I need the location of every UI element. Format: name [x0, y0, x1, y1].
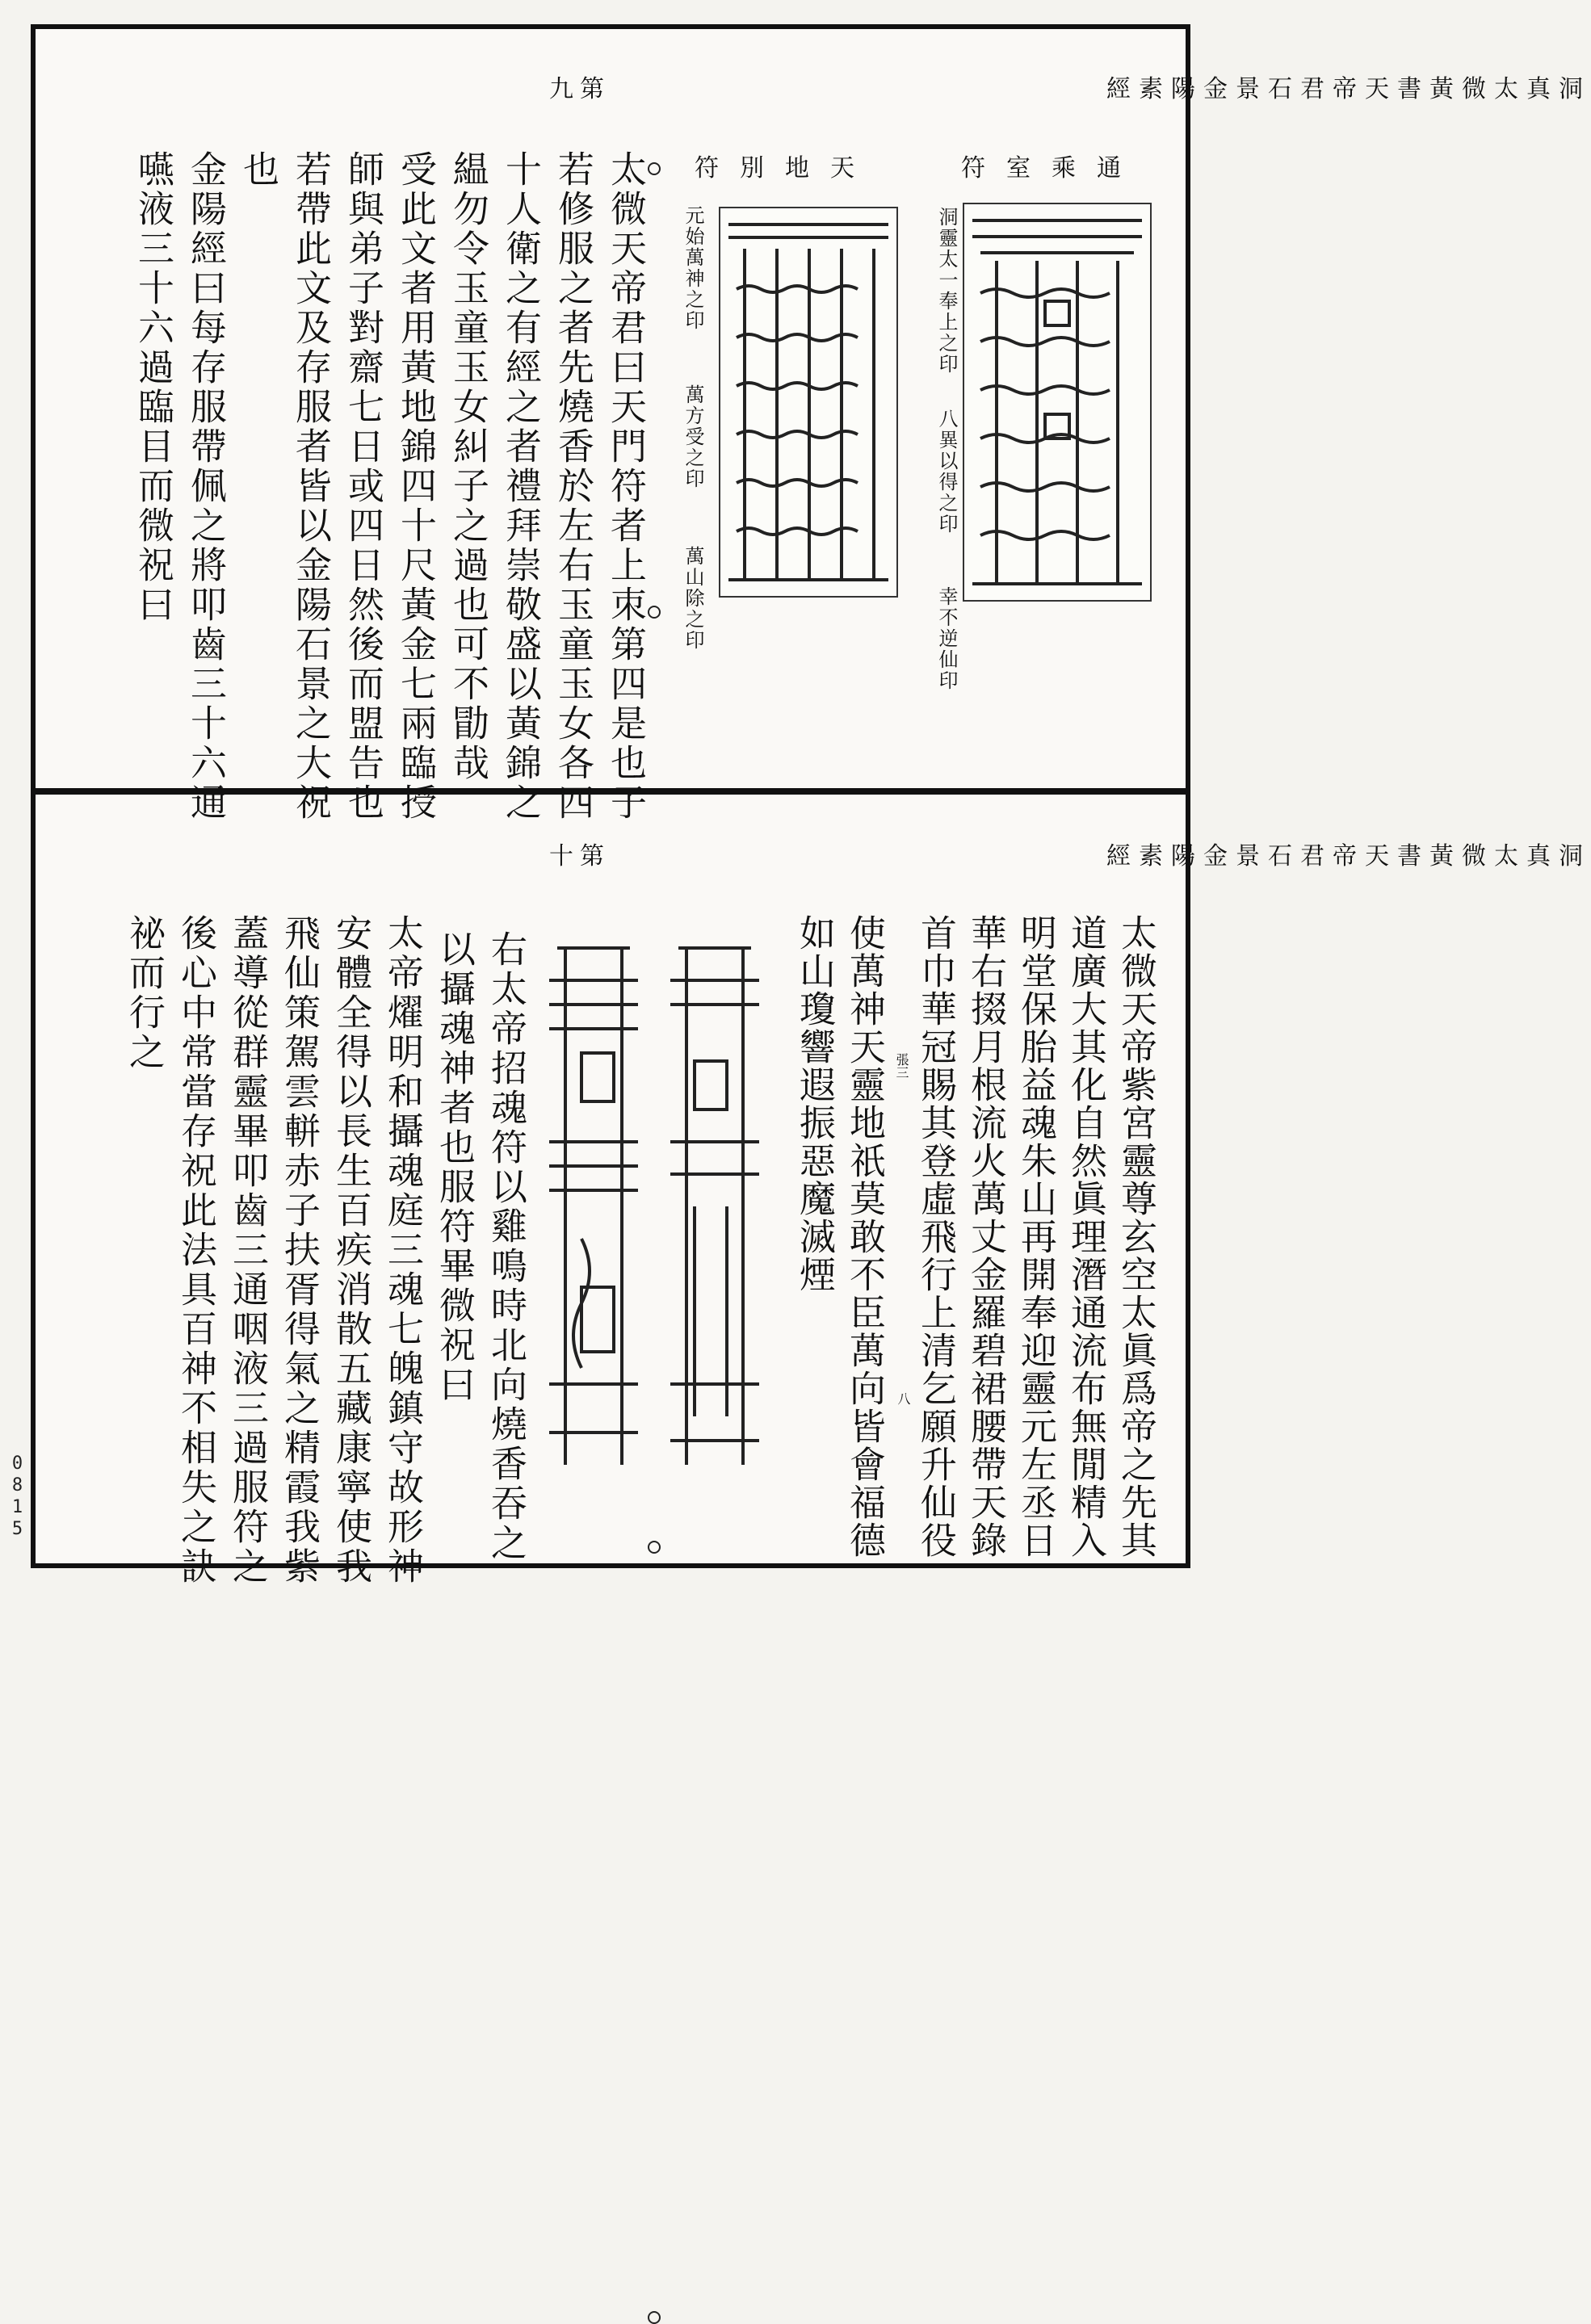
- seal-caption-4: 元始萬神之印: [682, 205, 704, 331]
- body-column-9: 金陽經曰每存服帶佩之將叩齒三十六通: [184, 150, 227, 823]
- seal-caption-6: 萬山除之印: [682, 546, 704, 651]
- bottom-right-column-5: 首巾華冠賜其登虛飛行上清乞願升仙役: [914, 914, 957, 1559]
- talisman-label-tiandi: 天地別符: [695, 154, 875, 182]
- bottom-left-column-2: 以攝魂神者也服符畢微祝曰: [433, 930, 476, 1405]
- bottom-header-title: 洞真太微黃書天帝君石景金陽素經: [1106, 842, 1591, 870]
- bottom-header-section: 第十: [549, 842, 611, 870]
- bottom-right-column-3: 明堂保胎益魂朱山再開奉迎靈元左丞日: [1014, 914, 1057, 1559]
- body-column-7: 若帶此文及存服者皆以金陽石景之大祝: [289, 150, 332, 823]
- bottom-right-column-6: 使萬神天靈地祇莫敢不臣萬向皆會福德: [843, 914, 886, 1559]
- seal-caption-1: 洞靈太一奉上之印: [935, 207, 958, 375]
- margin-mark: 八: [896, 1392, 911, 1405]
- body-column-5: 受此文者用黃地錦四十尺黃金七兩臨授: [394, 150, 437, 823]
- bottom-left-column-4: 安體全得以長生百疾消散五藏康寧使我: [330, 914, 372, 1587]
- bottom-left-column-6: 蓋導從群靈畢叩齒三通咽液三過服符之: [226, 914, 269, 1587]
- body-column-3: 十人衛之有經之者禮拜崇敬盛以黃錦之: [499, 150, 542, 823]
- tongcheng-talisman-image: [963, 203, 1152, 602]
- body-column-6: 師與弟子對齋七日或四日然後而盟告也: [342, 150, 384, 823]
- bottom-left-column-8: 祕而行之: [123, 914, 166, 1072]
- binding-hole-mark: [648, 162, 661, 175]
- tongcheng-talisman-glyphs: [964, 204, 1150, 600]
- page-side-number: 0815: [7, 1454, 27, 1541]
- tiandi-talisman-glyphs: [720, 208, 896, 596]
- bottom-half: [36, 795, 1591, 1587]
- bottom-left-column-5: 飛仙策駕雲軿赤子扶胥得氣之精霞我紫: [278, 914, 321, 1587]
- bottom-left-column-1: 右太帝招魂符以雞鳴時北向燒香吞之: [485, 930, 527, 1563]
- margin-note: 張三: [894, 1053, 909, 1079]
- body-column-1: 太微天帝君曰天門符者上朿第四是也子: [604, 150, 647, 823]
- talisman-label-tongcheng: 通乘室符: [961, 154, 1142, 182]
- seal-caption-3: 幸不逆仙印: [935, 586, 958, 691]
- body-column-2: 若修服之者先燒香於左右玉童玉女各四: [552, 150, 594, 823]
- top-header-title: 洞真太微黃書天帝君石景金陽素經: [1106, 75, 1591, 103]
- bottom-right-column-4: 華右掇月根流火萬丈金羅碧裙腰帶天錄: [964, 914, 1007, 1559]
- body-column-8: 也: [237, 150, 279, 190]
- bottom-right-column-1: 太微天帝紫宮靈尊玄空太眞爲帝之先其: [1115, 914, 1157, 1559]
- top-header-section: 第九: [549, 75, 611, 103]
- top-half: [36, 29, 1591, 823]
- bottom-right-column-2: 道廣大其化自然眞理潛通流布無閒精入: [1064, 914, 1107, 1559]
- seal-caption-2: 八異以得之印: [935, 409, 958, 535]
- zhaohun-talisman-glyphs: [533, 932, 775, 1481]
- bottom-left-column-3: 太帝燿明和攝魂庭三魂七魄鎮守故形神: [381, 914, 424, 1587]
- binding-hole-mark: [648, 1541, 661, 1554]
- body-column-10: 嚥液三十六過臨目而微祝曰: [132, 150, 174, 625]
- tiandi-talisman-image: [719, 207, 898, 598]
- bottom-right-column-7: 如山瓊響遐振惡魔滅煙: [793, 914, 836, 1294]
- body-column-4: 緼勿令玉童玉女糾子之過也可不勖哉: [447, 150, 489, 783]
- seal-caption-5: 萬方受之印: [682, 384, 704, 489]
- bottom-left-column-7: 後心中常當存祝此法具百神不相失之訣: [174, 914, 217, 1587]
- binding-hole-mark: [648, 2311, 661, 2324]
- zhaohun-talisman-image: [533, 932, 775, 1481]
- binding-hole-mark: [648, 606, 661, 619]
